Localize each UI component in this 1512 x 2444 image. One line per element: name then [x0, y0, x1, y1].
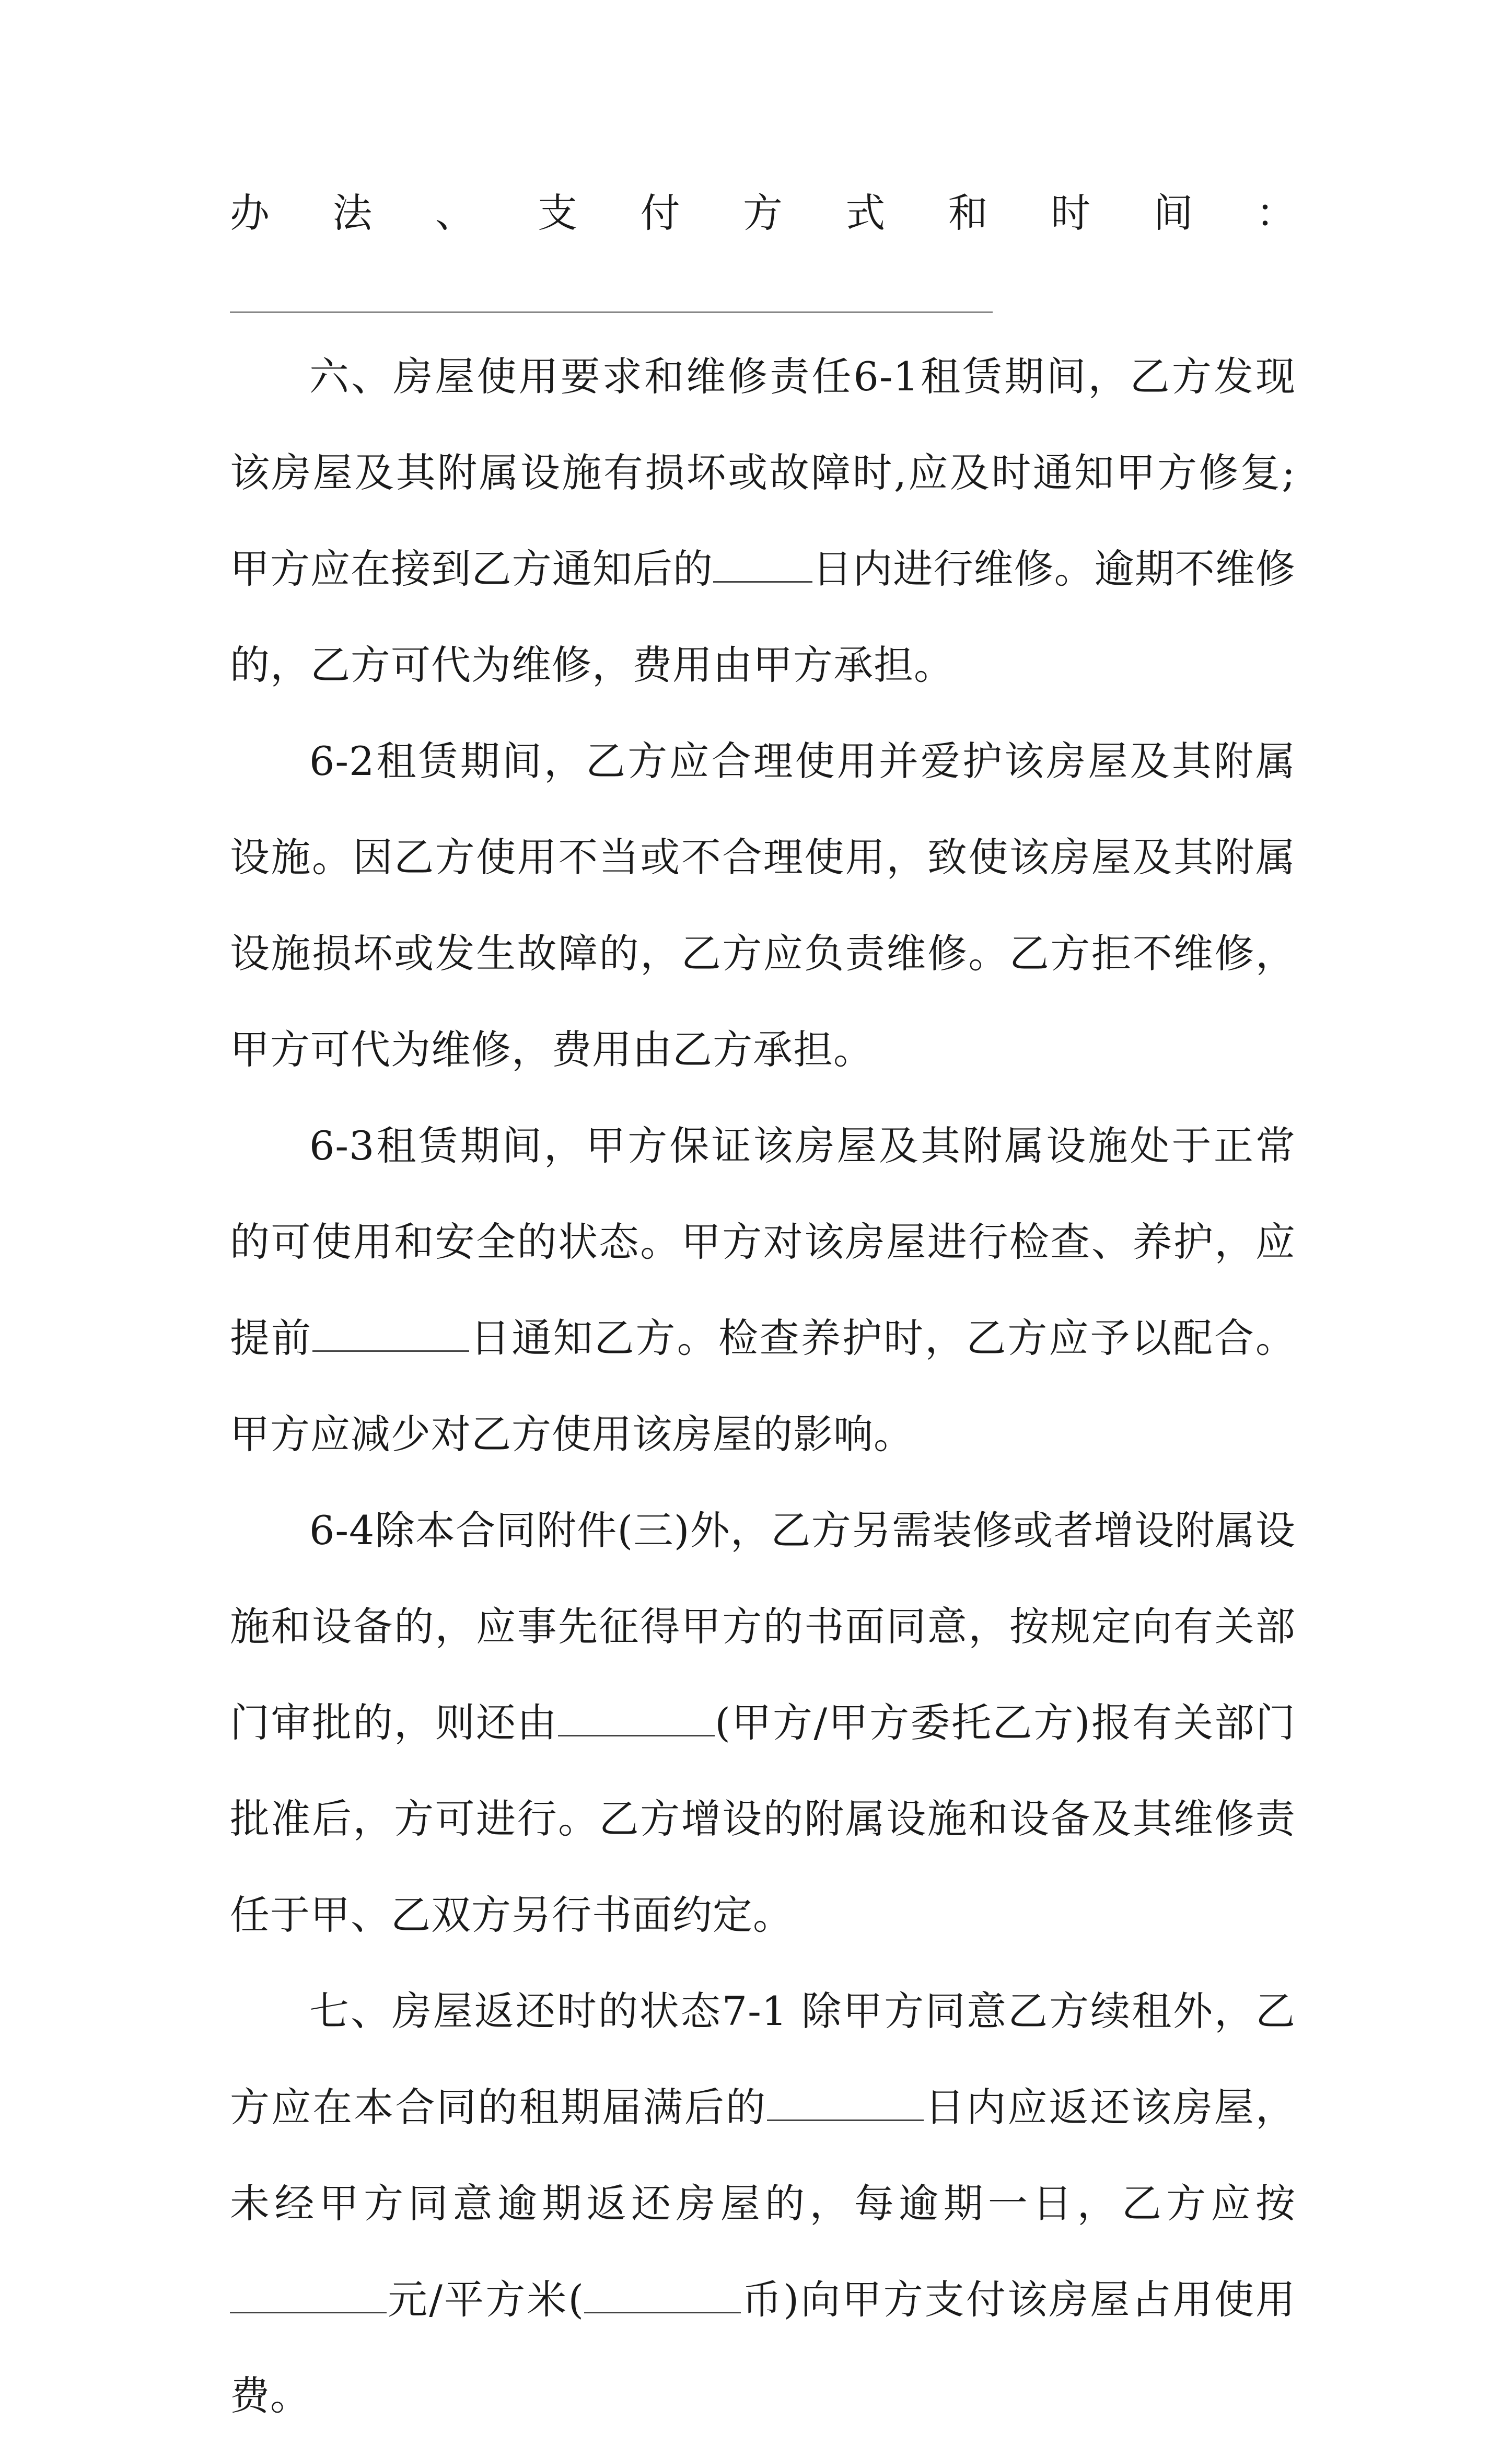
heading-char: 办: [230, 190, 270, 236]
text-run: (甲方/甲方委托乙方)报有关部门批准后，方可进行。乙方增设的附属设施和设备及其维修责任于甲、乙双方另行书面约定。: [230, 1699, 1296, 1938]
document-page: [230, 190, 1296, 2444]
heading-char: 、: [435, 190, 475, 236]
section-heading-line: [230, 190, 1296, 236]
paragraph-6-1: [230, 329, 1296, 713]
fill-in-blank: [312, 1319, 469, 1352]
heading-char: ：: [1255, 190, 1296, 236]
fill-in-blank: [558, 1704, 715, 1736]
paragraph-6-3: [230, 1098, 1296, 1482]
text-run: 日通知乙方。检查养护时，乙方应予以配合。甲方应减少对乙方使用该房屋的影响。: [230, 1315, 1296, 1457]
heading-char: 支: [538, 190, 578, 236]
text-run: 6-4除本合同附件(三)外，乙方另需装修或者增设附属设施和设备的，应事先征得甲方的书面同意，按规定向有关部门审批的，则还由: [230, 1507, 1296, 1746]
fill-in-underline: [230, 311, 993, 313]
fill-in-blank: [230, 2280, 387, 2313]
text-run: 6-3租赁期间，甲方保证该房屋及其附属设施处于正常的可使用和安全的状态。甲方对该房屋进行检查、养护，应提前: [230, 1122, 1296, 1361]
fill-in-blank: [767, 2088, 924, 2121]
heading-char: 方: [742, 190, 783, 236]
text-run: 六、房屋使用要求和维修责任6-1租赁期间，乙方发现该房屋及其附属设施有损坏或故障时,应及时通知甲方修复;甲方应在接到乙方通知后的: [230, 353, 1296, 592]
text-run: 七、房屋返还时的状态7-1 除甲方同意乙方续租外，乙方应在本合同的租期届满后的: [230, 1988, 1296, 2130]
text-run: 日内进行维修。逾期不维修的，乙方可代为维修，费用由甲方承担。: [230, 546, 1296, 688]
heading-char: 式: [845, 190, 886, 236]
fill-in-blank: [584, 2280, 741, 2313]
heading-char: 间: [1153, 190, 1193, 236]
paragraph-7-1: [230, 1963, 1296, 2444]
paragraph-6-4: [230, 1482, 1296, 1963]
heading-char: 付: [640, 190, 680, 236]
heading-char: 法: [332, 190, 373, 236]
paragraph-6-2: [230, 713, 1296, 1098]
fill-in-blank: [713, 550, 812, 583]
text-run: 币)向甲方支付该房屋占用使用费。: [230, 2276, 1296, 2419]
text-run: 元/平方米(: [387, 2276, 585, 2323]
heading-char: 时: [1051, 190, 1091, 236]
heading-char: 和: [948, 190, 988, 236]
text-run: 日内应返还该房屋，未经甲方同意逾期返还房屋的，每逾期一日，乙方应按: [230, 2084, 1296, 2227]
text-run: 6-2租赁期间，乙方应合理使用并爱护该房屋及其附属设施。因乙方使用不当或不合理使用，致使该房屋及其附属设施损坏或发生故障的，乙方应负责维修。乙方拒不维修，甲方可代为维修，费用由乙方承担。: [230, 738, 1296, 1073]
